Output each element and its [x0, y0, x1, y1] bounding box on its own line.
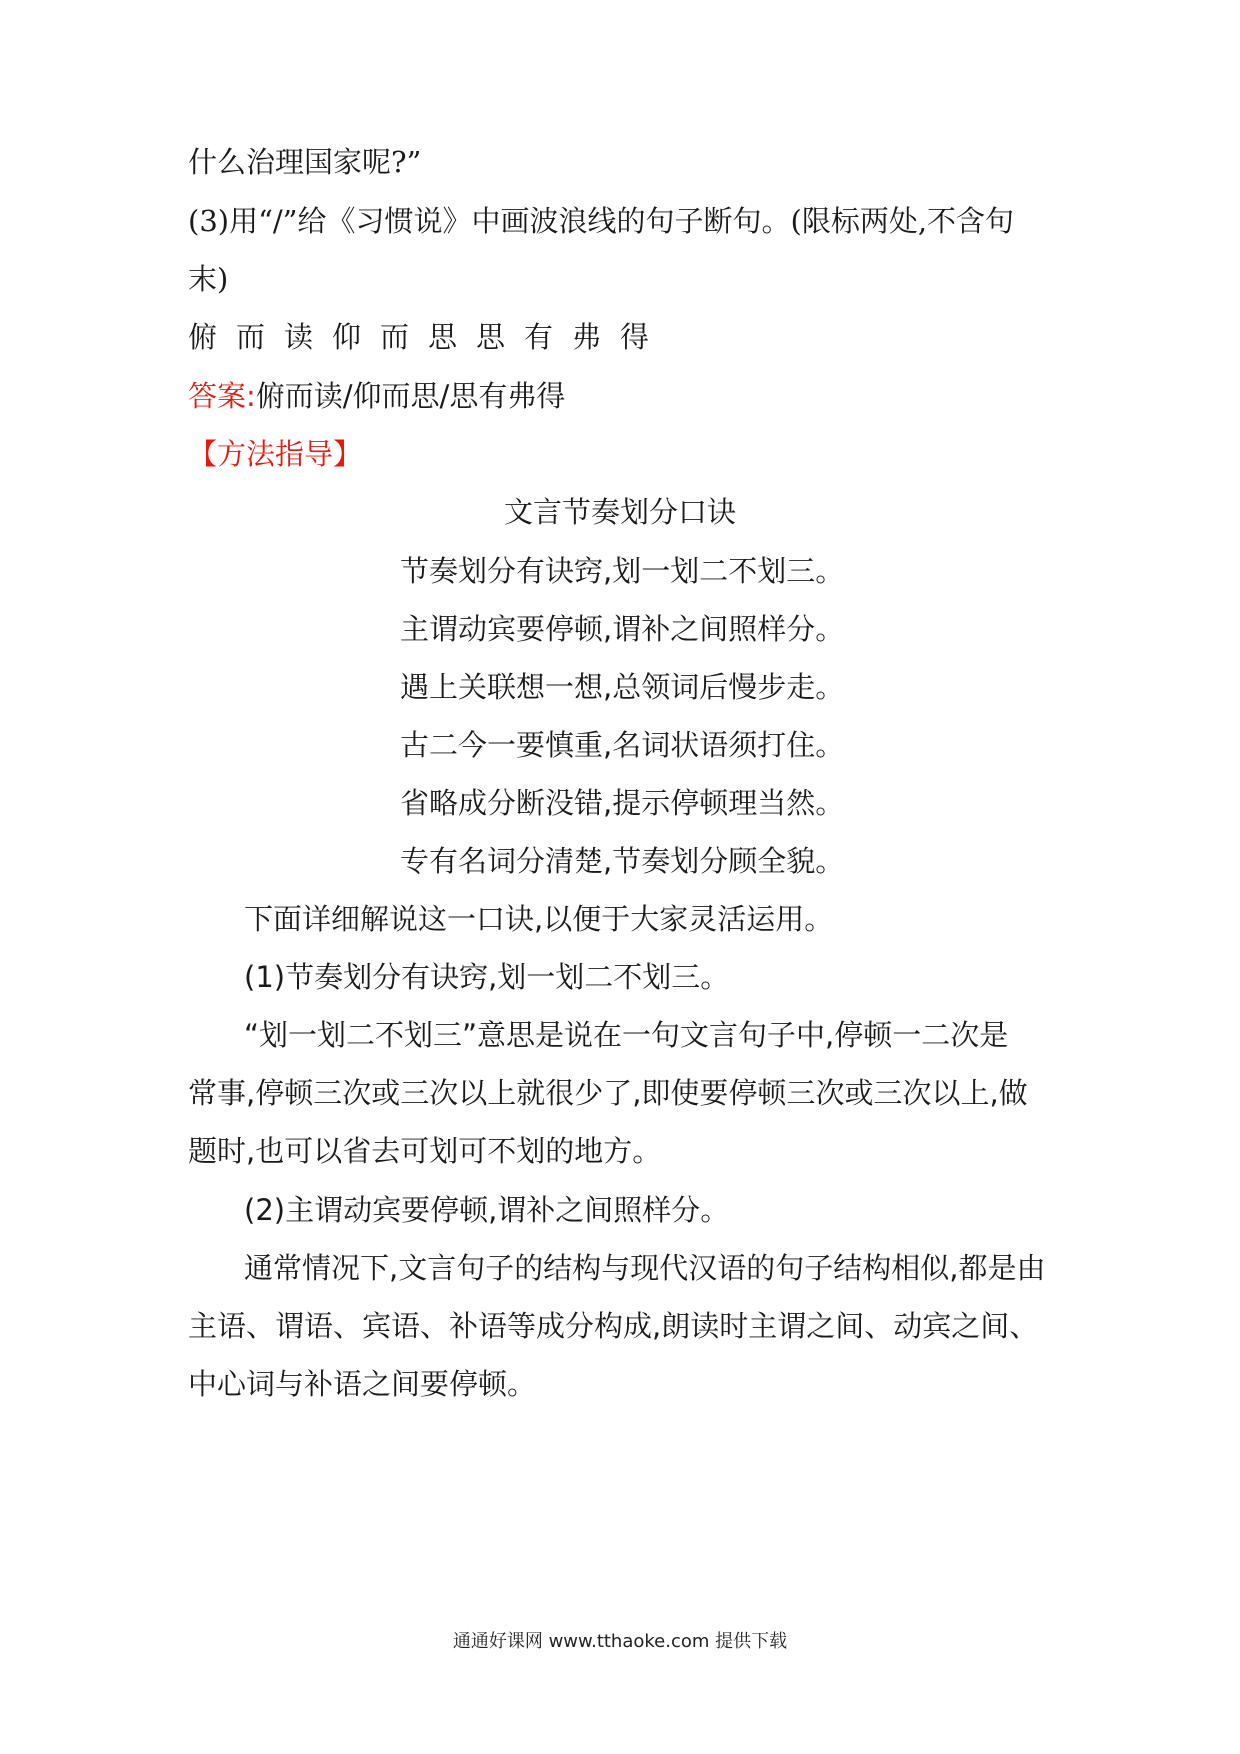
point-2-heading: (2)主谓动宾要停顿,谓补之间照样分。 [244, 1193, 730, 1227]
rhyme-title: 文言节奏划分口诀 [503, 495, 736, 529]
rhyme-line: 古二今一要慎重,名词状语须打住。 [400, 728, 845, 762]
point-1-body-line: 常事,停顿三次或三次以上就很少了,即使要停顿三次或三次以上,做 [188, 1076, 1028, 1110]
method-heading: 【方法指导】 [188, 437, 363, 471]
question-item-3-line-2: 末) [188, 262, 229, 296]
point-1-heading: (1)节奏划分有诀窍,划一划二不划三。 [244, 960, 730, 994]
explanation-intro: 下面详细解说这一口诀,以便于大家灵活运用。 [244, 902, 834, 936]
rhyme-line: 遇上关联想一想,总领词后慢步走。 [400, 670, 845, 704]
point-2-body-line: 中心词与补语之间要停顿。 [188, 1367, 537, 1401]
answer-text: 俯而读/仰而思/思有弗得 [255, 379, 566, 413]
answer-line [188, 376, 565, 416]
point-1-body-line: 题时,也可以省去可划可不划的地方。 [188, 1134, 662, 1168]
point-2-body-line: 通常情况下,文言句子的结构与现代汉语的句子结构相似,都是由 [244, 1251, 1046, 1285]
answer-label: 答案: [188, 379, 256, 413]
page-footer: 通通好课网 www.tthaoke.com 提供下载 [452, 1631, 788, 1652]
rhyme-line: 省略成分断没错,提示停顿理当然。 [400, 786, 845, 820]
rhyme-line: 主谓动宾要停顿,谓补之间照样分。 [400, 612, 845, 646]
point-1-body-line: “划一划二不划三”意思是说在一句文言句子中,停顿一二次是 [244, 1018, 1009, 1052]
question-continuation: 什么治理国家呢?” [188, 145, 422, 179]
rhyme-line: 专有名词分清楚,节奏划分顾全貌。 [400, 844, 845, 878]
question-item-3-line-1: (3)用“/”给《习惯说》中画波浪线的句子断句。(限标两处,不含句 [188, 204, 1015, 238]
point-2-body-line: 主语、谓语、宾语、补语等成分构成,朗读时主谓之间、动宾之间、 [188, 1309, 1039, 1343]
question-sentence: 俯而读仰而思思有弗得 [188, 320, 669, 354]
rhyme-line: 节奏划分有诀窍,划一划二不划三。 [400, 554, 845, 588]
